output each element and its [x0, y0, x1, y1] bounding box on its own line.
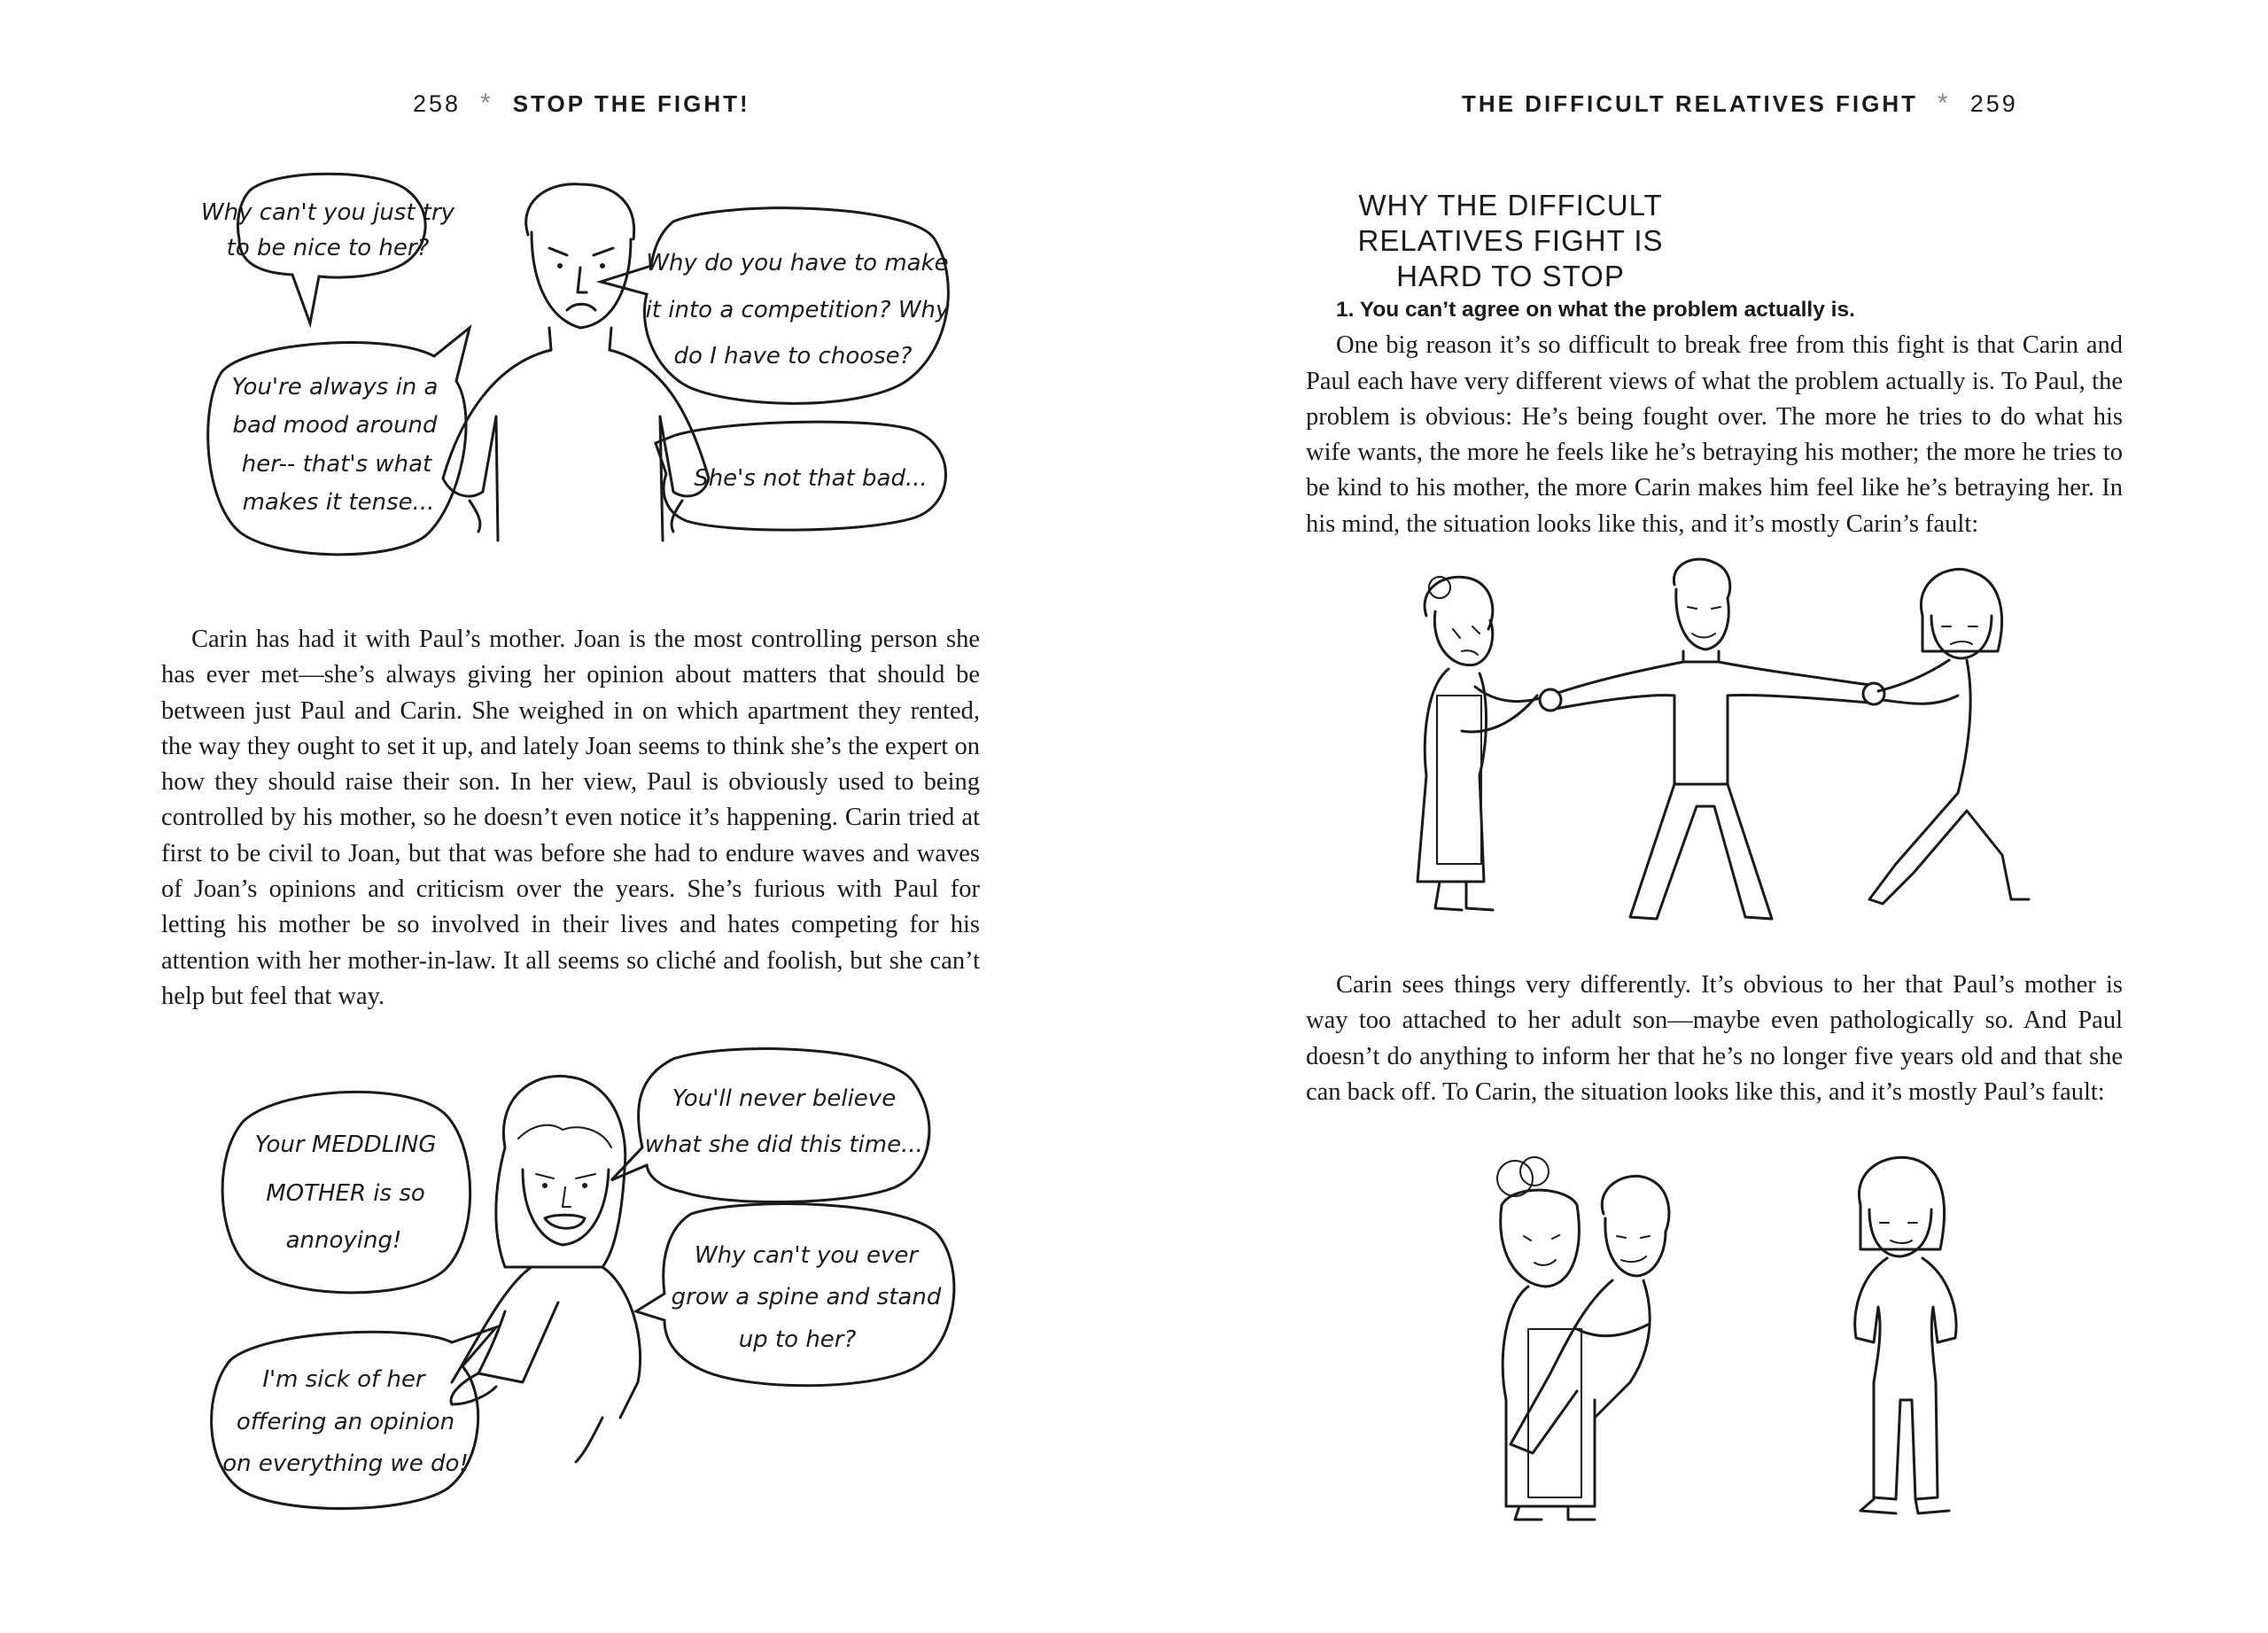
bubble-text: it into a competition? Why: [645, 297, 950, 323]
cartoon-carin-bubbles: [213, 1046, 975, 1524]
bubble-text: You're always in a: [231, 374, 439, 400]
speech-bubble: [222, 1092, 470, 1293]
running-title: STOP THE FIGHT!: [512, 89, 750, 117]
speech-bubble: [212, 1327, 496, 1509]
bubble-text: on everything we do!: [222, 1450, 469, 1477]
bubble-text: do I have to choose?: [673, 343, 913, 369]
bubble-text: bad mood around: [232, 412, 438, 439]
right-body-text-2: [1306, 968, 2123, 1110]
page-number: 258: [413, 89, 462, 117]
bubble-text: Your MEDDLING: [254, 1131, 437, 1158]
speech-bubble: [201, 174, 455, 323]
asterisk-ornament: *: [480, 89, 493, 118]
illustration-tug-of-war: [1391, 563, 2029, 935]
bubble-text: Why can't you just try: [200, 199, 455, 226]
paul-figure: [1540, 559, 1884, 919]
speech-bubble: [611, 1049, 932, 1202]
mother-figure: [1418, 577, 1549, 910]
bubble-text: to be nice to her?: [226, 235, 430, 261]
bubble-text: annoying!: [285, 1227, 402, 1254]
carin-figure: [451, 1076, 641, 1462]
heading-line: WHY THE DIFFICULT RELATIVES FIGHT IS: [1357, 189, 1664, 257]
bubble-text: She's not that bad...: [694, 465, 928, 492]
bubble-text: Why can't you ever: [694, 1242, 919, 1269]
right-body-text-1: [1306, 292, 2123, 542]
paul-figure: [1511, 1176, 1669, 1453]
paragraph: One big reason it’s so difficult to break free from this fight is that Carin and Paul each have very different views of what the problem actually is. To Paul, the problem is obvious: He’s being fought over. The more he tries to do what his wife wants, the more he feels like he’s betraying his mother; the more he tries to be kind to his mother, the more Carin makes him feel like he’s betraying her. In his mind, the situation looks like this, and it’s mostly Carin’s fault:: [1306, 331, 2123, 538]
heading-line: HARD TO STOP: [1396, 260, 1625, 292]
bubble-text: I'm sick of her: [262, 1366, 425, 1393]
carin-figure: [1855, 1157, 1956, 1513]
section-heading: [1298, 188, 1723, 294]
left-running-head: [413, 89, 750, 119]
bubble-text: Why do you have to make: [646, 250, 949, 276]
page-number: 259: [1969, 89, 2018, 117]
speech-bubble: [208, 328, 470, 555]
speech-bubble: [636, 1204, 954, 1386]
bubble-text: grow a spine and stand: [671, 1284, 942, 1310]
bubble-text: MOTHER is so: [266, 1180, 425, 1207]
bubble-text: makes it tense...: [242, 489, 435, 516]
bubble-text: offering an opinion: [236, 1409, 455, 1435]
speech-bubble: [656, 422, 946, 530]
carin-figure: [1869, 569, 2029, 904]
left-body-text: [161, 622, 980, 1015]
bubble-text: You'll never believe: [672, 1085, 897, 1112]
asterisk-ornament: *: [1938, 89, 1951, 118]
mother-figure: [1497, 1157, 1595, 1520]
paragraph: Carin has had it with Paul’s mother. Joan is the most controlling person she has ever met—she’s always giving her opinion about matters that should be between just Paul and Carin. She weighed in on which apartment they rented, the way they ought to set it up, and lately Joan seems to think she’s the expert on how they should raise their son. In her view, Paul is obviously used to being controlled by his mother, so he doesn’t even notice it’s happening. Carin tried at first to be civil to Joan, but that was before she had to endure waves and waves of Joan’s opinions and criticism over the years. She’s furious with Paul for letting his mother be so involved in their lives and hates competing for his attention with her mother-in-law. It all seems so cliché and foolish, but she can’t help but feel that way.: [161, 626, 980, 1010]
bubble-text: up to her?: [738, 1326, 857, 1353]
paragraph: Carin sees things very differently. It’s obvious to her that Paul’s mother is way too attached to her adult son—maybe even pathologically so. And Paul doesn’t do anything to inform her that he’s no longer five years old and that she can back off. To Carin, the situation looks like this, and it’s mostly Paul’s fault:: [1306, 971, 2123, 1106]
bubble-text: her-- that's what: [241, 451, 432, 478]
running-title: THE DIFFICULT RELATIVES FIGHT: [1462, 89, 1919, 117]
bubble-text: what she did this time...!: [644, 1131, 933, 1158]
cartoon-paul-bubbles: [177, 151, 975, 576]
illustration-mother-holding-paul: [1480, 1152, 2011, 1524]
subheading: 1. You can’t agree on what the problem actually is.: [1336, 298, 1855, 322]
right-running-head: [1462, 89, 2018, 119]
